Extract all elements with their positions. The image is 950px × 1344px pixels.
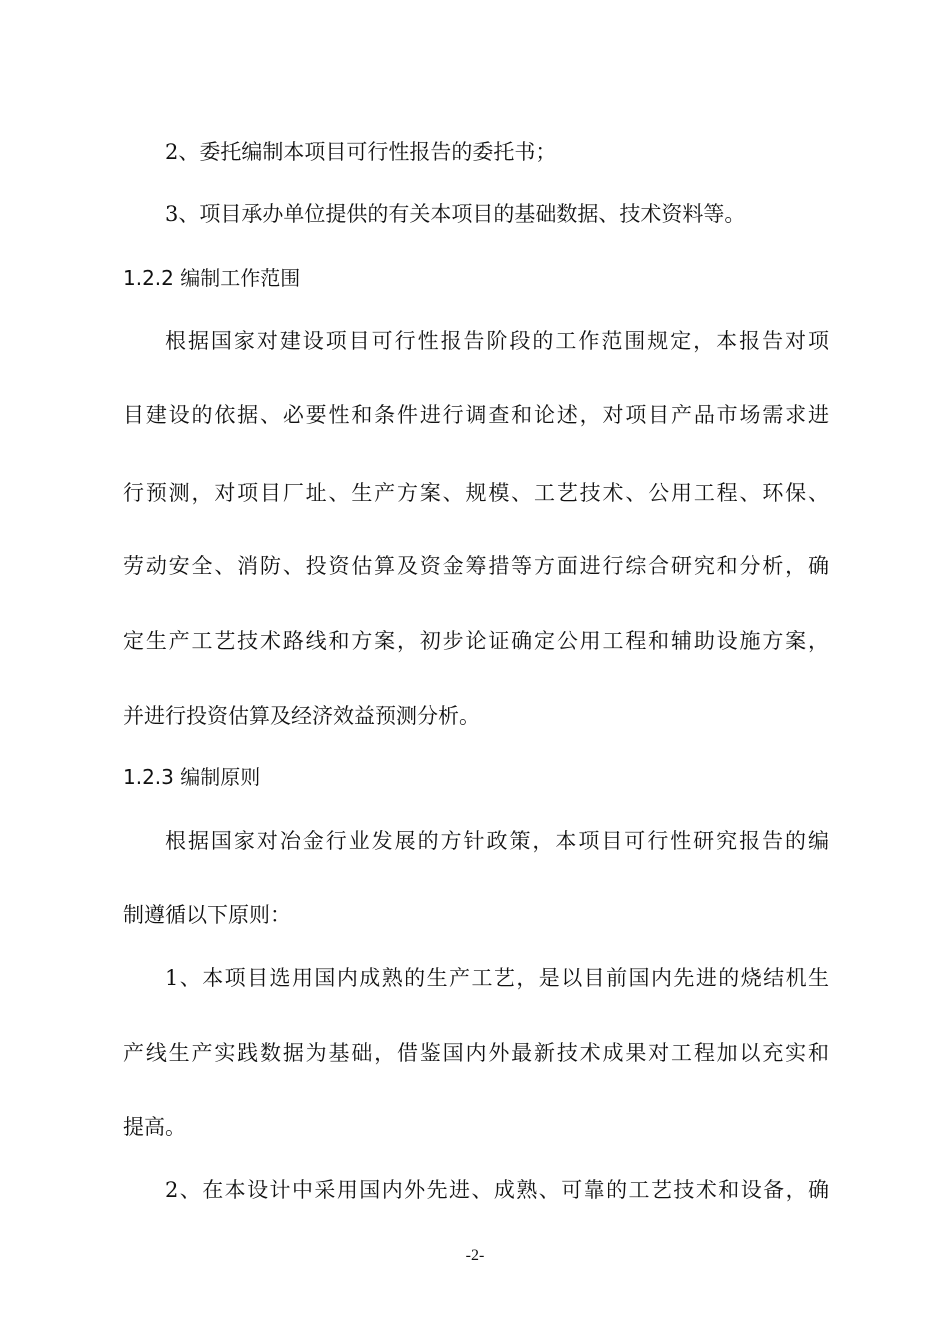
principle-intro-line: 制遵循以下原则： — [123, 903, 291, 927]
scope-paragraph-line: 根据国家对建设项目可行性报告阶段的工作范围规定，本报告对项 — [165, 329, 829, 353]
scope-paragraph-line: 行预测，对项目厂址、生产方案、规模、工艺技术、公用工程、环保、 — [123, 481, 829, 505]
scope-paragraph-line: 目建设的依据、必要性和条件进行调查和论述，对项目产品市场需求进 — [123, 403, 829, 427]
basis-item-2: 2、委托编制本项目可行性报告的委托书； — [165, 140, 557, 164]
principle-item-1-line: 1、本项目选用国内成熟的生产工艺，是以目前国内先进的烧结机生 — [165, 966, 829, 990]
scope-paragraph-line: 定生产工艺技术路线和方案，初步论证确定公用工程和辅助设施方案， — [123, 629, 829, 653]
principle-item-1-line: 提高。 — [123, 1115, 186, 1139]
scope-paragraph-line: 劳动安全、消防、投资估算及资金筹措等方面进行综合研究和分析，确 — [123, 554, 829, 578]
section-heading-1-2-2: 1.2.2 编制工作范围 — [123, 266, 301, 290]
principle-item-1-line: 产线生产实践数据为基础，借鉴国内外最新技术成果对工程加以充实和 — [123, 1041, 829, 1065]
principle-item-2-line: 2、在本设计中采用国内外先进、成熟、可靠的工艺技术和设备，确 — [165, 1178, 829, 1202]
basis-item-3: 3、项目承办单位提供的有关本项目的基础数据、技术资料等。 — [165, 202, 746, 226]
page-number: -2- — [465, 1247, 485, 1264]
section-heading-1-2-3: 1.2.3 编制原则 — [123, 765, 261, 789]
scope-paragraph-line: 并进行投资估算及经济效益预测分析。 — [123, 704, 480, 728]
principle-intro-line: 根据国家对冶金行业发展的方针政策，本项目可行性研究报告的编 — [165, 829, 829, 853]
